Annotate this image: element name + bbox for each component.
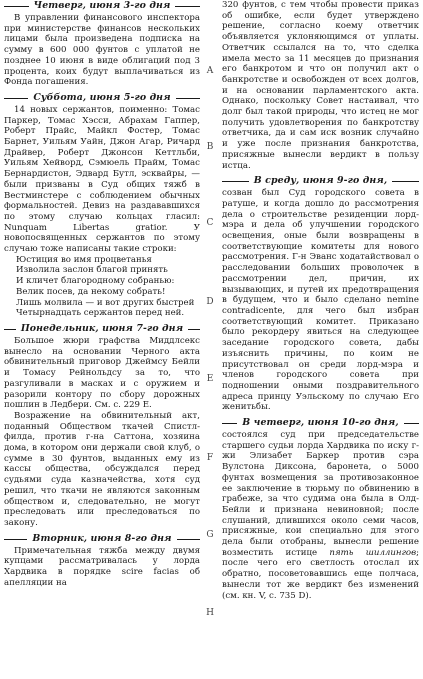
paragraph: состоялся суд при председательстве старшего судьи лорда Хардвика по иску г-жи Элизабет Баркер против сэра Вулстона Диксона, баронета, о 5000 фунтах возмещения за противозаконное ее заключение в тюрьму по обвинению в грабеже, за что судима она была в Олд-Бейли и признана невиновной; после слушаний, длившихся около семи часов, присяжные, кои специально для этого дела были отобраны, вынесли решение возместить истице пять шиллингов; после чего его светлость отослал их обратно, посоветовавшись еще полчаса, вынесли тот же вердикт без изменений (см. кн. V, с. 735 D). <box>222 430 420 601</box>
paragraph: 14 новых сержантов, поименно: Томас Паркер, Томас Хэсси, Абрахам Гаппер, Роберт Прайс, Майкл Фостер, Томас Барнет, Уильям Уайн, Джон Агар, Ричард Драйвер, Роберт Джонсон Кеттльби, Уильям Хейворд, Сэмюель Прайм, Томас Бернардистон, Эдвард Бутл, эсквайры, — были призваны в Суд общих тяжб в Вестминстере с соблюдением обычных формальностей. Девиз на раздававшихся по этому случаю кольцах гласил: Nunquam Libertas gratior. У новопосвященных сержантов по этому случаю тоже написаны такие строки: <box>4 104 200 255</box>
poem-line: Изволила заслон благой принять <box>16 265 168 276</box>
paragraph: Большое жюри графства Миддлсекс вынесло на основании Черного акта обвинительный приговор Джеймсу Бейли и Томасу Рейнольдсу за то, что разгуливали в масках и с оружием и разорили контору по сбору дорожных пошлин в Ледбери. См. с. 229 Е. <box>4 335 200 411</box>
poem-line: Велик посев, да некому собрать! <box>16 286 166 297</box>
section-heading: Понедельник, июня 7-го дня <box>4 323 200 336</box>
poem-line: Юстиция во имя процветанья <box>16 254 152 265</box>
margin-letter: C <box>206 218 214 228</box>
paragraph: В управлении финансового инспектора при министерстве финансов нескольких лицами была произведена подписка на сумму в 600 000 фунтов с уплатой не позднее 10 июня в виде облигаций под 3 процента, коих будут выплачиваться из Фонда погашения. <box>4 13 200 88</box>
right-column <box>222 0 419 601</box>
margin-letter: G <box>206 530 214 540</box>
section-heading: Вторник, июня 8-го дня <box>4 533 200 546</box>
margin-letter: H <box>206 608 214 618</box>
margin-letter: F <box>206 453 214 463</box>
section-heading: В среду, июня 9-го дня, <box>222 175 419 188</box>
poem-line: И кличет благородному собранью: <box>16 276 175 287</box>
poem-line: Лишь молвила — и вот других быстрей <box>16 297 195 308</box>
paragraph: 320 фунтов, с тем чтобы провести приказ об ошибке, если будет утверждено решение, согласно коему ответчик объявляется уклоняющимся от уплаты. Ответчик ссылался на то, что сделка имела место за 11 месяцев до признания его банкротом и что он получил акт о банкротстве и освобожден от всех долгов, и на основании парламентского акта. Однако, поскольку Совет настаивал, что долг был такой природы, что истец не мог получить удовлетворения по банкротству ответчика, да и сам иск возник случайно и уже после признания банкротства, присяжные вынесли вердикт в пользу истца. <box>222 0 419 171</box>
emphasis: пять шиллингов <box>329 547 417 558</box>
section-heading: Четверг, июня 3-го дня <box>4 0 200 13</box>
margin-letter: D <box>206 297 214 307</box>
paragraph: Возражение на обвинительный акт, поданный Обществом ткачей Спистл-филда, против г-на Саттона, хозяина дома, в котором они держали свой клуб, о сумме в 30 фунтов, выданных ему из кассы общества, обсуждался перед судьями суда казначейства, хотя суд решил, что ткачи не являются законным обществом и, следовательно, не могут преследовать или преследоваться по закону. <box>4 410 200 528</box>
margin-letter: E <box>206 374 214 384</box>
section-heading: В четверг, июня 10-го дня, <box>222 417 419 430</box>
left-column <box>4 0 200 588</box>
poem <box>4 255 200 319</box>
section-heading: Суббота, июня 5-го дня <box>4 92 200 105</box>
paragraph: созван был Суд городского совета в ратуше, и когда дошло до рассмотрения дела о строительстве резиденции лорд-мэра и дела об улучшении городского освещения, оные были возвращены в соответствующие комитеты для нового рассмотрения. Г-н Эванс ходатайствовал о расследовании больших проволочек в рассмотрении дел, причин, их вызывающих, и путей их предотвращения в будущем, что и было сделано nemine contradicente, для чего был избран соответствующий комитет. Приказано было рекордеру явиться на следующее заседание городского совета, дабы изъяснить причины, по коим не присутствовал он среди лорд-мэра и членов городского совета при подношении оными поздравительного адреса принцу Уэльскому по случаю Его женитьбы. <box>222 188 419 413</box>
margin-letter: B <box>206 142 214 152</box>
paragraph: Примечательная тяжба между двумя купцами рассматривалась у лорда Хардвика в порядке scire facias об апелляции на <box>4 545 200 588</box>
margin-letter: A <box>206 66 214 76</box>
poem-line: Четырнадцать сержантов перед ней. <box>16 308 185 319</box>
